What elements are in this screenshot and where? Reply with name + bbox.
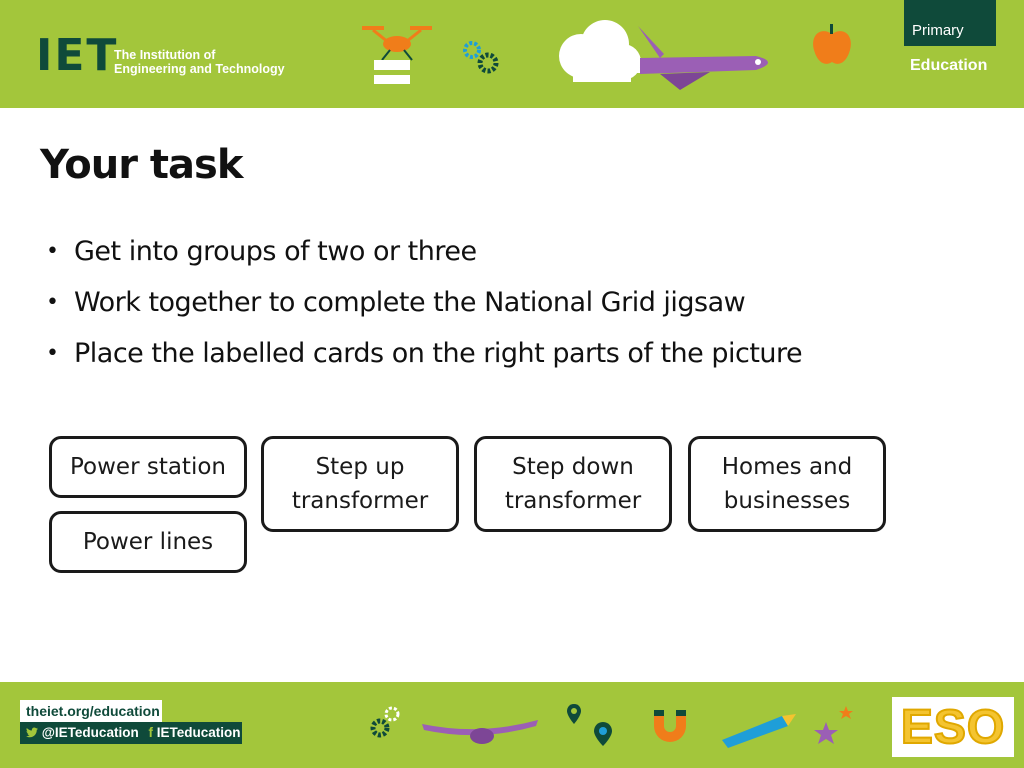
drone-icon [360,20,436,86]
map-pin-icon [592,720,614,748]
twitter-handle[interactable]: @IETeducation [41,725,139,740]
gears-icon [462,40,502,76]
card-homes-and-businesses[interactable]: Homes and businesses [688,436,886,532]
card-step-up-transformer[interactable]: Step up transformer [261,436,459,532]
twitter-icon [26,727,38,738]
gears-icon [368,704,404,740]
stars-icon [812,704,858,748]
card-power-lines[interactable]: Power lines [49,511,247,573]
task-bullet-list [42,226,802,379]
website-link[interactable]: theiet.org/education [20,700,162,722]
map-pin-icon [565,702,583,726]
pencil-icon [718,710,798,750]
space-shuttle-icon [620,24,784,94]
magnet-icon [648,704,688,744]
card-power-station[interactable]: Power station [49,436,247,498]
bullet-text: Place the labelled cards on the right parts of the picture [74,338,803,369]
bullet-text: Work together to complete the National Grid jigsaw [74,287,746,318]
social-handles [20,722,242,744]
header-bar [0,0,1024,108]
apple-icon [810,22,854,68]
iet-logo-text [114,48,285,76]
facebook-handle[interactable]: IETeducation [156,725,241,740]
bullet-dot: • [46,239,59,264]
eso-logo-box [892,697,1014,757]
bullet-text: Get into groups of two or three [74,236,477,267]
glider-icon [420,710,540,750]
eso-logo: ESO [900,700,1006,754]
bullet-dot: • [46,341,59,366]
bullet-dot: • [46,290,59,315]
logo-line-1: The Institution of [114,48,216,62]
logo-line-2: Engineering and Technology [114,62,285,76]
card-step-down-transformer[interactable]: Step down transformer [474,436,672,532]
slide-title: Your task [40,142,243,188]
bullet-item [42,328,802,379]
bullet-item [42,277,802,328]
facebook-icon: f [148,725,153,740]
bullet-item [42,226,802,277]
iet-logo-mark: IET [36,30,119,81]
education-label: Education [910,57,988,74]
primary-label-box: Primary [904,0,996,46]
